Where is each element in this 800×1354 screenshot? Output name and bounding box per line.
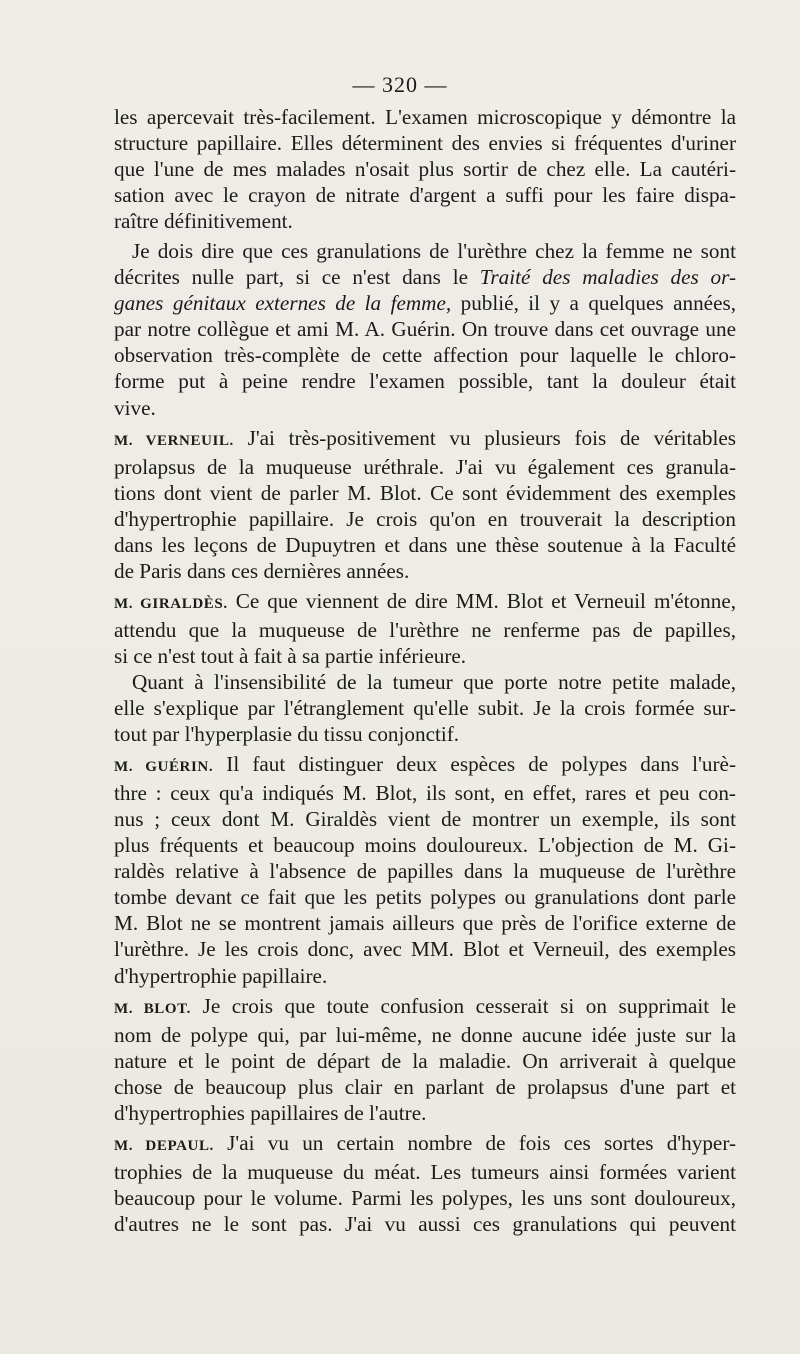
text-line: sation avec le crayon de nitrate d'argent a suffi pour les faire dispa- [114, 183, 736, 208]
text-line [114, 264, 736, 290]
text-line: M. Blot ne se montrent jamais ailleurs que près de l'orifice externe de [114, 911, 736, 936]
text-run: J'ai très-positivement vu plusieurs fois de véritables [247, 425, 736, 450]
text-line: attendu que la muqueuse de l'urèthre ne renferme pas de papilles, [114, 617, 736, 642]
text-line: d'hypertrophies papillaires de l'autre. [114, 1100, 427, 1125]
text-line [114, 425, 736, 454]
text-run: J'ai vu un certain nombre de fois ces sortes d'hyper- [227, 1130, 736, 1155]
text-line: tions dont vient de parler M. Blot. Ce sont évidemment des exemples [114, 480, 736, 505]
text-line: structure papillaire. Elles déterminent des envies si fréquentes d'uriner [114, 131, 736, 156]
text-line: vive. [114, 395, 156, 420]
text-line: nom de polype qui, par lui-même, ne donne aucune idée juste sur la [114, 1022, 736, 1047]
text-line: prolapsus de la muqueuse uréthrale. J'ai vu également ces granula- [114, 454, 736, 479]
text-run: Ce que viennent de dire MM. Blot et Verneuil m'étonne, [235, 588, 736, 613]
text-line: les apercevait très-facilement. L'examen microscopique y démontre la [114, 105, 736, 129]
text-line: que l'une de mes malades n'osait plus sortir de chez elle. La cautéri- [114, 157, 736, 182]
speaker-name: M. VERNEUIL. [114, 432, 234, 449]
speaker-name: M. GUÉRIN. [114, 759, 214, 776]
text-line: d'hypertrophie papillaire. [114, 963, 328, 988]
text-line: raître définitivement. [114, 209, 293, 234]
text-line: thre : ceux qu'a indiqués M. Blot, ils sont, en effet, rares et peu con- [114, 781, 736, 806]
text-line: elle s'explique par l'étranglement qu'elle subit. Je la crois formée sur- [114, 696, 736, 721]
text-line: plus fréquents et beaucoup moins douloureux. L'objection de M. Gi- [114, 833, 736, 858]
text-line: observation très-complète de cette affection pour laquelle le chloro- [114, 343, 736, 368]
text-run: Je crois que toute confusion cesserait si on supprimait le [202, 993, 736, 1018]
text-line: si ce n'est tout à fait à sa partie inférieure. [114, 643, 467, 668]
text-line: Quant à l'insensibilité de la tumeur que porte notre petite malade, [132, 669, 736, 694]
text-run: Il faut distinguer deux espèces de polypes dans l'urè- [226, 752, 736, 777]
text-line: de Paris dans ces dernières années. [114, 558, 410, 583]
book-title-run: Traité des maladies des or- [479, 265, 736, 290]
book-title-run: ganes génitaux externes de la femme, [114, 291, 452, 316]
text-line: dans les leçons de Dupuytren et dans une thèse soutenue à la Faculté [114, 532, 736, 557]
speaker-name: M. GIRALDÈS. [114, 595, 228, 612]
text-run: publié, il y a quelques années, [460, 291, 736, 316]
text-line [114, 993, 736, 1022]
text-line: forme put à peine rendre l'examen possible, tant la douleur était [114, 369, 736, 394]
text-line [114, 751, 736, 780]
text-line: beaucoup pour le volume. Parmi les polypes, les uns sont douloureux, [114, 1185, 736, 1210]
text-line: raldès relative à l'absence de papilles dans la muqueuse de l'urèthre [114, 859, 736, 884]
speaker-name: M. DEPAUL. [114, 1137, 214, 1154]
text-line: trophies de la muqueuse du méat. Les tumeurs ainsi formées varient [114, 1159, 736, 1184]
text-line: tombe devant ce fait que les petits polypes ou granulations dont parle [114, 885, 736, 910]
text-run: décrites nulle part, si ce n'est dans le [114, 265, 468, 290]
text-line: Je dois dire que ces granulations de l'urèthre chez la femme ne sont [132, 239, 736, 264]
speaker-name: M. BLOT. [114, 1000, 192, 1017]
text-line: par notre collègue et ami M. A. Guérin. On trouve dans cet ouvrage une [114, 317, 736, 342]
text-line [114, 1130, 736, 1159]
text-line [114, 290, 736, 316]
page-number: — 320 — [352, 72, 448, 97]
text-line: d'hypertrophie papillaire. Je crois qu'on en trouverait la description [114, 506, 736, 531]
text-line: tout par l'hyperplasie du tissu conjonctif. [114, 722, 460, 747]
text-line: nus ; ceux dont M. Giraldès vient de montrer un exemple, ils sont [114, 807, 736, 832]
body-text [114, 104, 736, 1237]
text-line: chose de beaucoup plus clair en parlant de prolapsus d'une part et [114, 1074, 736, 1099]
text-line: l'urèthre. Je les crois donc, avec MM. Blot et Verneuil, des exemples [114, 937, 736, 962]
text-line: nature et le point de départ de la maladie. On arriverait à quelque [114, 1048, 736, 1073]
text-line [114, 588, 736, 617]
text-line: d'autres ne le sont pas. J'ai vu aussi ces granulations qui peuvent [114, 1211, 736, 1236]
